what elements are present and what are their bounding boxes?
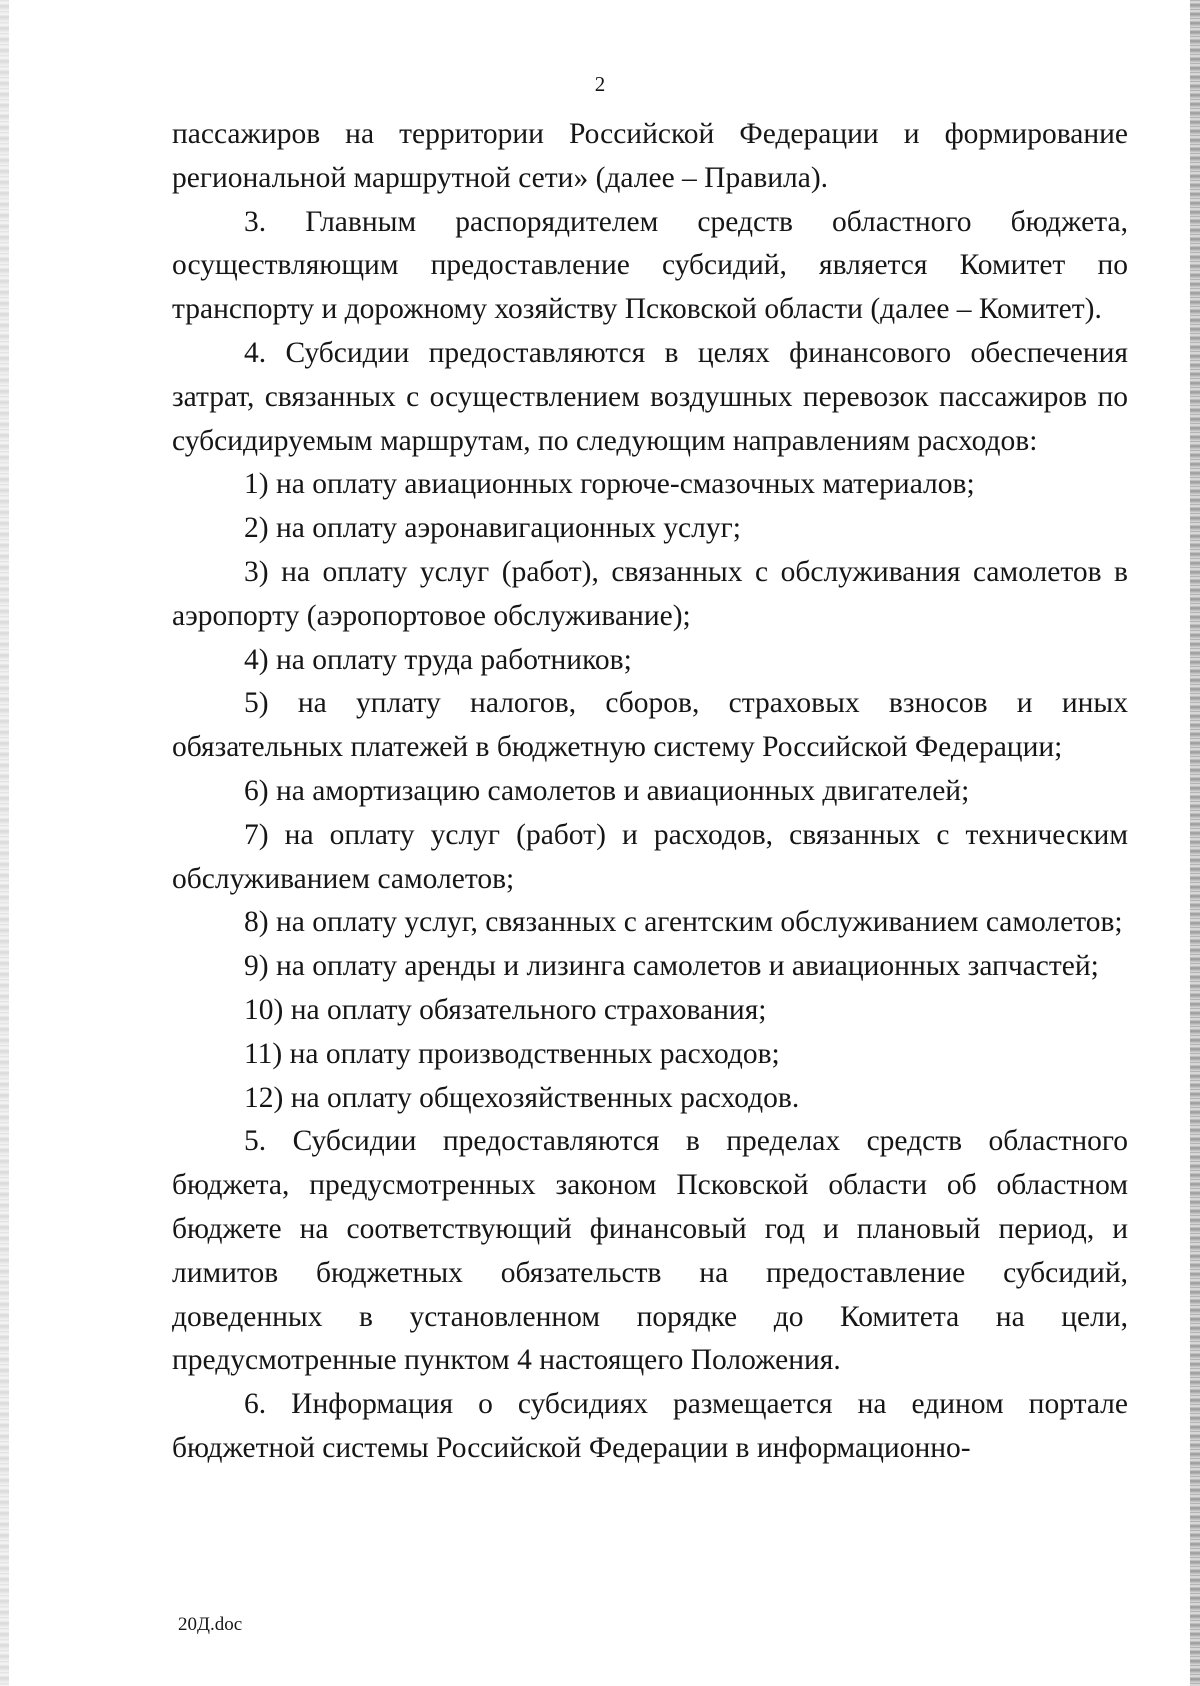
list-item: 12) на оплату общехозяйственных расходов. [244,1081,800,1114]
scan-edge-right [1190,0,1200,1686]
list-item: 10) на оплату обязательного страхования; [244,993,767,1026]
list-item: 9) на оплату аренды и лизинга самолетов и авиационных запчастей; [244,950,1099,983]
paragraph: 3. Главным распорядителем средств областного бюджета, осуществляющим предоставление субсидий, является Комитет по транспорту и дорожному хозяйству Псковской области (далее – Комитет). [172,205,1128,326]
document-body [172,113,1128,1471]
list-item: 2) на оплату аэронавигационных услуг; [244,512,741,545]
paragraph: 6. Информация о субсидиях размещается на едином портале бюджетной системы Российской Федерации в информационно- [172,1388,1128,1464]
list-item: 5) на уплату налогов, сборов, страховых взносов и иных обязательных платежей в бюджетную систему Российской Федерации; [172,687,1128,764]
paragraph: пассажиров на территории Российской Федерации и формирование региональной маршрутной сети» (далее – Правила). [172,118,1128,194]
page-number: 2 [594,72,606,96]
scan-edge-left [0,0,9,1686]
footer-filename: 20Д.doc [178,1614,243,1635]
list-item: 6) на амортизацию самолетов и авиационных двигателей; [244,774,970,807]
paragraph: 4. Субсидии предоставляются в целях финансового обеспечения затрат, связанных с осуществлением воздушных перевозок пассажиров по субсидируемым маршрутам, по следующим направлениям расходов: [172,336,1128,457]
list-item: 8) на оплату услуг, связанных с агентским обслуживанием самолетов; [244,906,1123,939]
list-item: 11) на оплату производственных расходов; [244,1037,780,1070]
list-item: 4) на оплату труда работников; [244,643,632,676]
list-item: 3) на оплату услуг (работ), связанных с обслуживания самолетов в аэропорту (аэропортовое обслуживание); [172,555,1128,632]
list-item: 7) на оплату услуг (работ) и расходов, связанных с техническим обслуживанием самолетов; [172,818,1128,895]
list-item: 1) на оплату авиационных горюче-смазочных материалов; [244,468,975,501]
paragraph: 5. Субсидии предоставляются в пределах средств областного бюджета, предусмотренных законом Псковской области об областном бюджете на соответствующий финансовый год и плановый период, и лимитов бюджетных обязательств на предоставление субсидий, доведенных в установленном порядке до Комитета на цели, предусмотренные пунктом 4 настоящего Положения. [172,1125,1128,1377]
